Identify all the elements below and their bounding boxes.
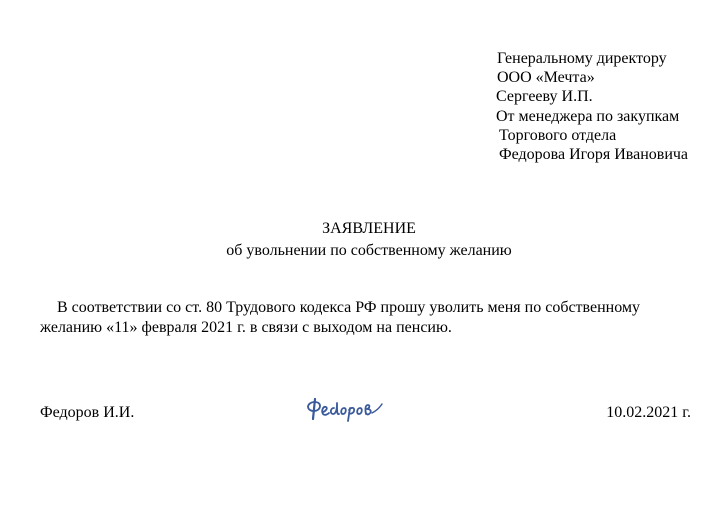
addressee-company: ООО «Мечта» (497, 69, 595, 86)
addressee-name: Сергееву И.П. (496, 88, 593, 105)
signature-date: 10.02.2021 г. (606, 404, 691, 421)
sender-name: Федорова Игоря Ивановича (499, 146, 689, 163)
document-body: В соответствии со ст. 80 Трудового кодекса РФ прошу уволить меня по собственному желанию «11» февраля 2021 г. в связи с выходом на пенсию. (40, 299, 641, 336)
signatory-name: Федоров И.И. (40, 404, 135, 421)
sender-department: Торгового отдела (499, 127, 617, 144)
signature-icon (306, 393, 386, 427)
addressee-position: Генеральному директору (497, 50, 667, 67)
addressee-block (0, 0, 722, 180)
document-title: ЗАЯВЛЕНИЕ (322, 220, 416, 237)
sender-position: От менеджера по закупкам (496, 108, 680, 125)
document-subtitle: об увольнении по собственному желанию (226, 242, 512, 259)
handwritten-signature (306, 393, 386, 427)
